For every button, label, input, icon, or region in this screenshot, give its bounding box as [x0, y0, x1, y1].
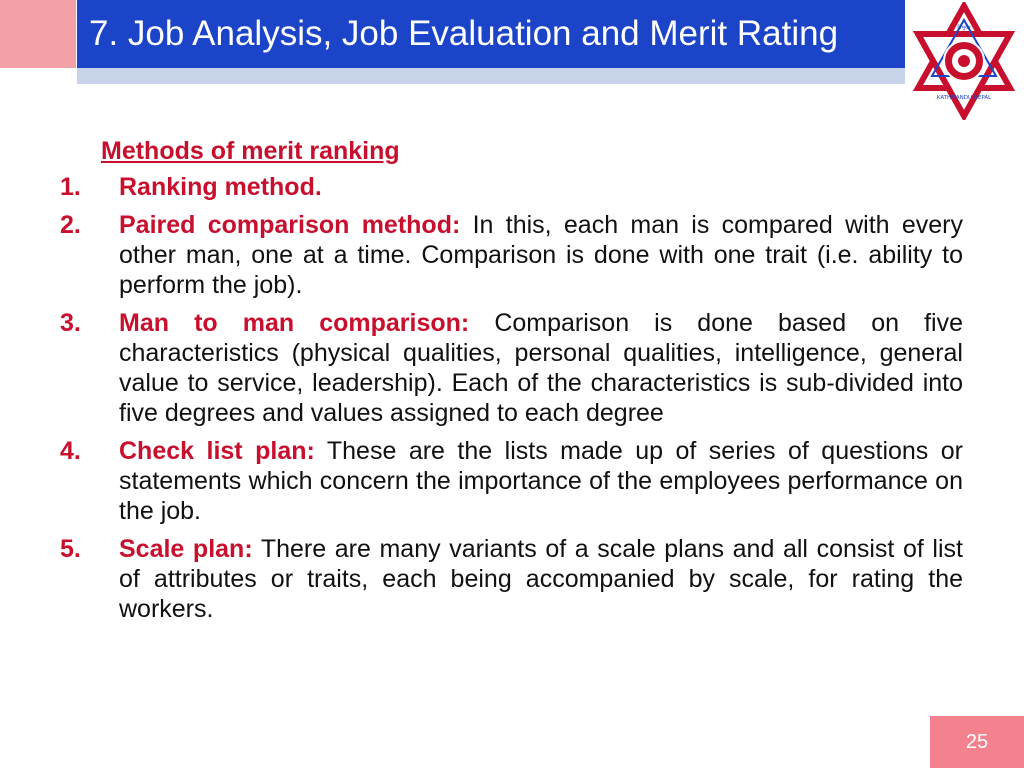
list-item-number: 1.	[60, 173, 81, 201]
svg-text:त्रिभुवन: त्रिभुवन	[957, 25, 971, 31]
page-number-badge	[930, 716, 1024, 768]
list-item	[60, 172, 963, 202]
slide-content	[60, 136, 963, 632]
list-item-term: Scale plan:	[119, 535, 253, 563]
list-item-term: Man to man comparison:	[119, 309, 470, 337]
slide-title: 7. Job Analysis, Job Evaluation and Merit Rating	[89, 13, 839, 53]
title-underline-bar	[77, 68, 905, 84]
list-item-number: 3.	[60, 309, 81, 337]
section-heading: Methods of merit ranking	[101, 137, 400, 165]
list-item-term: Ranking method.	[119, 173, 322, 201]
list-item-number: 2.	[60, 211, 81, 239]
list-item-term: Paired comparison method:	[119, 211, 461, 239]
title-bar	[77, 0, 905, 68]
list-item-text: Comparison is done based on five characteristics (physical qualities, personal qualities, intelligence, general value to service, leadership). Each of the characteristics is sub-divided into five degrees and values assigned to each degree	[119, 309, 963, 427]
svg-text:KATHMANDU NEPAL: KATHMANDU NEPAL	[936, 95, 992, 101]
list-item-text: In this, each man is compared with every other man, one at a time. Comparison is done with one trait (i.e. ability to perform the job).	[119, 211, 963, 299]
page-number: 25	[965, 730, 989, 753]
header-accent-block	[0, 0, 76, 68]
list-item-number: 4.	[60, 437, 81, 465]
university-emblem-icon	[912, 2, 1016, 120]
methods-list	[60, 172, 963, 624]
list-item-text: There are many variants of a scale plans and all consist of list of attributes or traits, each being accompanied by scale, for rating the workers.	[119, 535, 963, 623]
list-item-text: These are the lists made up of series of questions or statements which concern the importance of the employees performance on the job.	[119, 437, 964, 525]
list-item	[60, 534, 963, 624]
list-item-number: 5.	[60, 535, 81, 563]
list-item	[60, 308, 963, 428]
list-item-term: Check list plan:	[119, 437, 315, 465]
list-item	[60, 210, 963, 300]
list-item	[60, 436, 963, 526]
